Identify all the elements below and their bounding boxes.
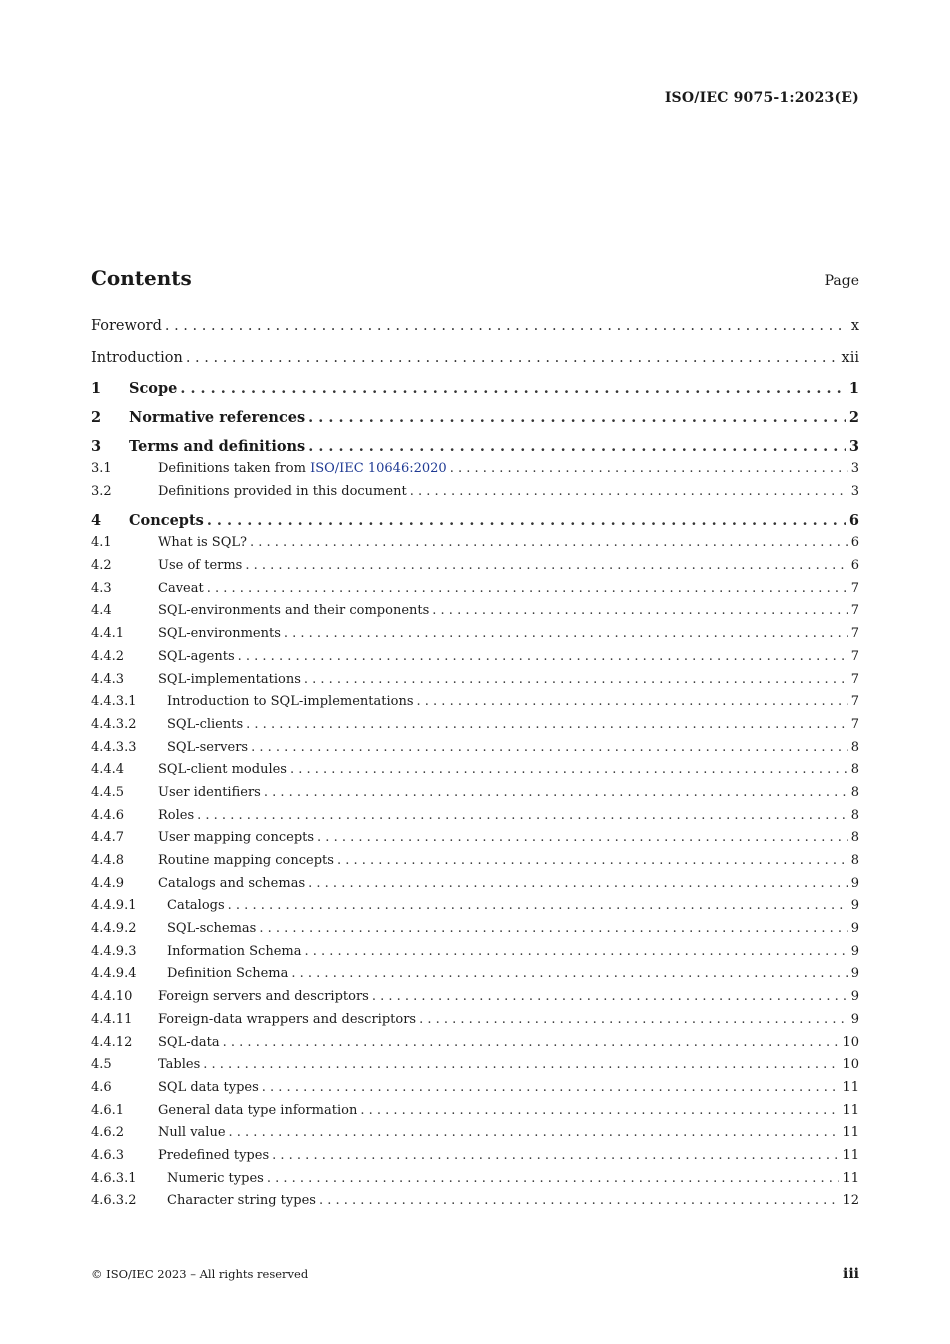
contents-title: Contents [91,266,192,290]
toc-entry-number: 4.2 [91,558,112,574]
toc-entry-page: 9 [850,966,859,982]
toc-entry-title [167,1168,264,1191]
dot-leader [264,782,848,805]
toc-entry-page: 6 [848,512,859,530]
toc-entry[interactable] [91,1190,859,1213]
toc-entry-number: 4.6.3.1 [91,1170,137,1186]
toc-entry-number: 4.1 [91,535,112,551]
toc-entry[interactable] [91,377,859,406]
dot-leader [417,691,848,714]
toc-entry[interactable] [91,435,859,458]
toc-entry-title-text: Use of terms [158,558,243,574]
dot-leader [432,600,847,623]
toc-entry-title-text: SQL-agents [158,648,235,664]
toc-entry-number: 4.4.4 [91,762,125,778]
toc-entry-page: 1 [848,380,859,397]
dot-leader [291,963,847,986]
toc-entry-page: 12 [842,1193,859,1209]
toc-entry[interactable] [91,1009,859,1032]
dot-leader [259,918,847,941]
toc-entry-title [158,782,261,805]
toc-entry-title [167,963,288,986]
toc-entry-number: 4.6.1 [91,1102,125,1118]
toc-entry-title [167,1190,316,1213]
toc-entry[interactable] [91,1054,859,1077]
toc-entry[interactable] [91,623,859,646]
dot-leader [238,646,848,669]
toc-entry-title [158,1054,200,1077]
toc-entry-page: 9 [850,875,859,891]
toc-entry-title [158,827,314,850]
toc-entry[interactable] [91,805,859,828]
toc-entry[interactable] [91,314,859,346]
dot-leader [207,578,848,601]
toc-entry-title [129,509,204,532]
toc-entry-title-text: General data type information [158,1102,358,1118]
toc-entry-number: 2 [91,409,102,426]
toc-entry-page: 11 [842,1079,859,1095]
toc-entry-title [91,314,162,338]
toc-entry-page: 8 [850,739,859,755]
toc-entry-page: 3 [850,483,859,499]
toc-entry-number: 4.4.3.3 [91,739,137,755]
toc-entry-title-text: Routine mapping concepts [158,853,334,868]
toc-entry-page: 8 [850,853,859,868]
toc-entry-number: 4.4.9 [91,875,125,891]
toc-entry-title [158,669,301,692]
toc-entry-title-text: SQL-implementations [158,671,301,687]
toc-entry-title [167,895,225,918]
dot-leader [290,759,848,782]
toc-entry-title-text: Terms and definitions [129,438,306,455]
dot-leader [165,314,848,338]
dot-leader [251,737,848,760]
toc-entry[interactable] [91,1100,859,1123]
toc-entry-page: 7 [850,648,859,664]
toc-entry[interactable] [91,1077,859,1100]
dot-leader [372,986,848,1009]
toc-entry[interactable] [91,600,859,623]
toc-entry-title [158,1100,357,1123]
toc-entry-title-text: Concepts [129,512,204,530]
dot-leader [308,873,848,896]
toc-entry[interactable] [91,458,859,481]
toc-entry-page: 7 [850,580,859,596]
toc-entry-title [129,406,305,430]
dot-leader [262,1077,840,1100]
toc-entry-title-text: Introduction [91,349,183,366]
toc-entry-title-text: Information Schema [167,943,302,959]
toc-entry[interactable] [91,691,859,714]
toc-entry[interactable] [91,827,859,850]
toc-entry-page: 8 [850,830,859,846]
toc-entry[interactable] [91,1145,859,1168]
toc-entry[interactable] [91,646,859,669]
toc-entry-number: 3 [91,438,102,455]
toc-entry-number: 4.6.2 [91,1125,125,1141]
dot-leader [284,623,848,646]
toc-entry-page: 7 [850,671,859,687]
toc-entry-title [167,918,256,941]
toc-entry[interactable] [91,782,859,805]
toc-entry-title-text: Character string types [167,1193,316,1209]
toc-entry-page: 7 [850,694,859,710]
toc-entry-title [158,1077,259,1100]
toc-entry-page: 9 [850,943,859,959]
dot-leader [180,377,846,401]
toc-entry[interactable] [91,941,859,964]
table-of-contents [91,314,859,1213]
document-identifier: ISO/IEC 9075-1:2023(E) [664,90,859,106]
toc-entry-number: 4.4.3 [91,671,125,687]
dot-leader [308,435,846,458]
toc-entry-title [91,346,183,370]
toc-entry-title-text: SQL-environments [158,626,281,642]
toc-entry-title-text: SQL-data [158,1034,220,1050]
toc-entry-title [167,737,248,760]
toc-entry-title-text: SQL-schemas [167,921,257,937]
dot-leader [450,458,848,481]
dot-leader [308,406,846,430]
toc-entry-number: 4.6.3 [91,1147,125,1163]
toc-entry-page: 3 [850,461,859,476]
toc-entry-title [158,623,281,646]
page-footer [91,1266,859,1282]
toc-entry-page: 11 [842,1147,859,1163]
toc-entry[interactable] [91,1032,859,1055]
toc-entry-title-text: Numeric types [167,1170,264,1186]
contents-heading [91,266,859,290]
toc-entry-number: 4.4.9.3 [91,943,137,959]
toc-entry-page: 8 [850,784,859,800]
toc-entry[interactable] [91,714,859,737]
toc-entry-number: 4.4.8 [91,853,125,868]
toc-entry-number: 4.5 [91,1057,112,1073]
toc-entry-page: 10 [842,1057,859,1073]
toc-entry[interactable] [91,406,859,435]
toc-entry-title-text: User identifiers [158,784,261,800]
toc-entry-page: 7 [850,626,859,642]
toc-entry-title-text: Null value [158,1125,226,1141]
toc-entry-number: 4.6.3.2 [91,1193,137,1209]
toc-entry-number: 4 [91,512,102,530]
dot-leader [228,895,848,918]
toc-entry-page: 8 [850,807,859,823]
dot-leader [245,555,847,578]
toc-entry[interactable] [91,1168,859,1191]
toc-entry[interactable] [91,963,859,986]
toc-entry-title-text: What is SQL? [158,535,247,551]
toc-entry-title [158,1122,226,1145]
toc-entry-title-text: Catalogs [167,898,225,914]
dot-leader [197,805,848,828]
toc-entry-title [158,759,287,782]
toc-entry-title-text: Introduction to SQL-implementations [167,694,414,710]
toc-entry[interactable] [91,895,859,918]
toc-entry-title-text: Definition Schema [167,966,289,982]
toc-entry-title [167,941,301,964]
toc-entry-page: 2 [848,409,859,426]
toc-entry-page: 6 [850,535,859,551]
toc-entry-number: 4.6 [91,1079,112,1095]
toc-entry-title-text: Predefined types [158,1147,270,1163]
toc-entry-number: 4.4.9.2 [91,921,137,937]
toc-entry-page: 6 [850,558,859,574]
toc-entry-title-text: Normative references [129,409,306,426]
toc-entry-title [158,1009,416,1032]
toc-entry-number: 4.4.6 [91,807,125,823]
toc-entry[interactable] [91,481,859,504]
dot-leader [223,1032,840,1055]
toc-entry-title-text: Definitions taken from [158,461,311,476]
toc-entry-title-text: Foreword [91,318,162,334]
toc-entry-number: 4.4.2 [91,648,125,664]
toc-entry-title [158,646,235,669]
toc-entry-title [158,600,429,623]
toc-entry-title [158,458,447,481]
toc-entry-page: 3 [848,438,859,455]
dot-leader [250,532,848,555]
toc-entry-title-text: Catalogs and schemas [158,875,306,891]
toc-entry-page: 9 [850,921,859,937]
copyright-notice: © ISO/IEC 2023 – All rights reserved [91,1267,309,1281]
toc-entry-title [158,805,194,828]
toc-entry[interactable] [91,737,859,760]
dot-leader [229,1122,840,1145]
toc-entry-title-text: SQL-client modules [158,762,287,778]
dot-leader [360,1100,839,1123]
toc-entry[interactable] [91,509,859,532]
dot-leader [410,481,848,504]
toc-entry-number: 3.1 [91,461,112,476]
dot-leader [272,1145,839,1168]
toc-entry-number: 1 [91,380,102,397]
toc-entry-title-text: SQL-clients [167,716,244,732]
toc-entry[interactable] [91,850,859,873]
toc-entry[interactable] [91,759,859,782]
toc-entry-number: 4.4.9.1 [91,898,137,914]
dot-leader [317,827,848,850]
toc-entry[interactable] [91,986,859,1009]
page-column-label: Page [824,273,859,289]
dot-leader [246,714,848,737]
toc-entry-number: 4.4.3.1 [91,694,137,710]
dot-leader [319,1190,840,1213]
toc-entry-title [158,555,242,578]
toc-entry[interactable] [91,873,859,896]
toc-entry[interactable] [91,578,859,601]
toc-entry-number: 4.4.9.4 [91,966,137,982]
toc-entry[interactable] [91,532,859,555]
toc-entry-title-text: SQL data types [158,1079,259,1095]
toc-entry[interactable] [91,918,859,941]
toc-entry[interactable] [91,669,859,692]
toc-entry-title-text: Tables [158,1057,201,1073]
toc-entry-page: 11 [842,1102,859,1118]
toc-entry-number: 4.4.3.2 [91,716,137,732]
toc-entry-page: 8 [850,762,859,778]
toc-entry-title-text: SQL-environments and their components [158,603,430,619]
toc-entry-number: 3.2 [91,483,112,499]
toc-entry-page: x [850,318,859,334]
toc-entry-number: 4.4.12 [91,1034,133,1050]
toc-entry-title [158,532,247,555]
toc-entry-title-text: SQL-servers [167,739,249,755]
dot-leader [304,941,847,964]
toc-entry-page: 9 [850,898,859,914]
dot-leader [267,1168,840,1191]
reference-link[interactable]: ISO/IEC 10646:2020 [310,461,447,476]
dot-leader [203,1054,839,1077]
toc-entry-title [158,873,305,896]
toc-entry-number: 4.3 [91,580,112,596]
toc-entry-page: 10 [842,1034,859,1050]
dot-leader [337,850,848,873]
toc-entry-page: 7 [850,716,859,732]
toc-entry-number: 4.4.1 [91,626,125,642]
toc-entry-title-text: Foreign-data wrappers and descriptors [158,1011,417,1027]
toc-entry-title [158,986,369,1009]
toc-entry-title [129,377,177,401]
toc-entry-title [158,850,334,873]
toc-entry-title-text: Scope [129,380,178,397]
toc-entry-page: 11 [842,1125,859,1141]
toc-entry-title-text: Caveat [158,580,204,596]
toc-entry[interactable] [91,346,859,378]
toc-entry-title-text: Roles [158,807,195,823]
toc-entry-title [158,481,407,504]
toc-entry-title [158,1032,220,1055]
dot-leader [186,346,839,370]
toc-entry-title [167,691,414,714]
toc-entry-number: 4.4.7 [91,830,125,846]
toc-entry[interactable] [91,555,859,578]
toc-entry-page: 7 [850,603,859,619]
page-number: iii [843,1266,859,1282]
toc-entry-number: 4.4.5 [91,784,125,800]
dot-leader [304,669,848,692]
toc-entry-page: 11 [842,1170,859,1186]
toc-entry-title [129,435,305,458]
dot-leader [419,1009,848,1032]
toc-entry-title [158,1145,269,1168]
toc-entry-page: 9 [850,1011,859,1027]
toc-entry-number: 4.4 [91,603,112,619]
toc-entry-number: 4.4.10 [91,989,133,1005]
toc-entry-title-text: Definitions provided in this document [158,483,407,499]
toc-entry-title [158,578,204,601]
toc-entry-title [167,714,243,737]
toc-entry-title-text: User mapping concepts [158,830,315,846]
toc-entry-number: 4.4.11 [91,1011,133,1027]
dot-leader [207,509,846,532]
toc-entry-title-text: Foreign servers and descriptors [158,989,369,1005]
toc-entry-page: xii [841,349,859,366]
toc-entry[interactable] [91,1122,859,1145]
toc-entry-page: 9 [850,989,859,1005]
